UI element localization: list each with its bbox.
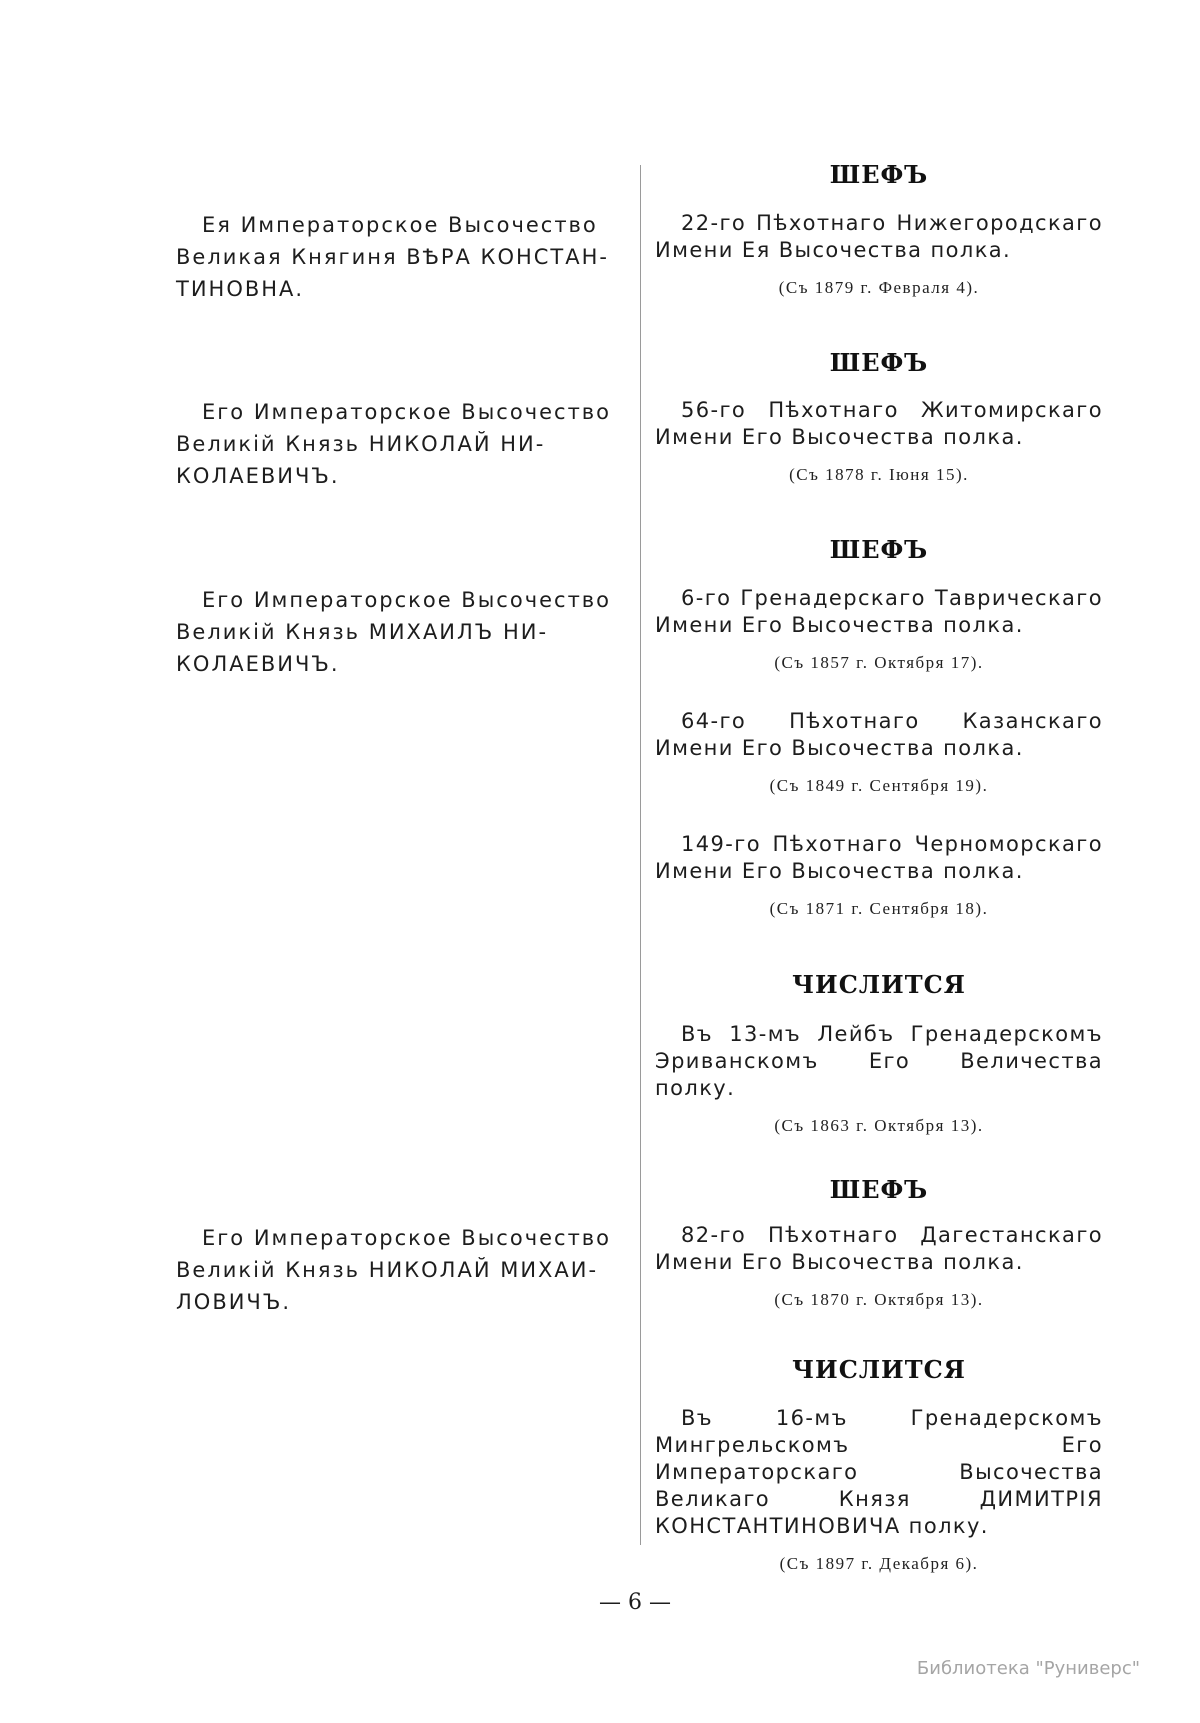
regiment-text: 149-го Пѣхотнаго Черноморскаго Имени Его Высочества полка. [655,832,1103,883]
regiment-date: (Съ 1857 г. Октября 17). [774,653,984,672]
section-heading-chef: ШЕФЪ [829,348,929,377]
person-name-line: КОЛАЕВИЧЪ. [176,652,340,676]
regiment-date: (Съ 1878 г. Iюня 15). [789,465,969,484]
person-name-line: ЛОВИЧЪ. [176,1290,291,1314]
person-block-nikolai-mikhailovich [176,1222,626,1318]
person-block-vera [176,209,626,305]
regiment-text: 22-го Пѣхотнаго Нижегородскаго Имени Ея Высочества полка. [655,211,1103,262]
regiment-entry [655,1405,1103,1577]
regiment-entry [655,708,1103,799]
person-name-line: Великiй Князь НИКОЛАЙ МИХАИ- [176,1258,599,1282]
page-number: — 6 — [599,1590,671,1615]
column-divider [640,165,641,1545]
regiment-text: 82-го Пѣхотнаго Дагестанскаго Имени Его Высочества полка. [655,1223,1103,1274]
person-name-line: ТИНОВНА. [176,277,305,301]
person-name-line: Великiй Князь МИХАИЛЪ НИ- [176,620,549,644]
regiment-text: Въ 16-мъ Гренадерскомъ Мингрельскомъ Его Императорскаго Высочества Великаго Князя ДИМИТРIЯ КОНСТАНТИНОВИЧА полку. [655,1406,1103,1538]
section-heading-chef: ШЕФЪ [829,160,929,189]
regiment-entry [655,831,1103,922]
regiment-entry [655,585,1103,676]
regiment-entry [655,1021,1103,1139]
person-title: Ея Императорское Высочество [202,213,598,237]
regiment-date: (Съ 1863 г. Октября 13). [774,1116,984,1135]
section-heading-chef: ШЕФЪ [829,1175,929,1204]
section-heading-listed: ЧИСЛИТСЯ [792,1355,966,1384]
person-name-line: КОЛАЕВИЧЪ. [176,464,340,488]
regiment-text: Въ 13-мъ Лейбъ Гренадерскомъ Эриванскомъ Его Величества полку. [655,1022,1103,1100]
library-watermark: Библиотека "Руниверс" [916,1658,1140,1679]
regiment-entry [655,397,1103,488]
person-name-line: Великая Княгиня ВѢРА КОНСТАН- [176,245,609,269]
section-heading-listed: ЧИСЛИТСЯ [792,970,966,999]
regiment-date: (Съ 1879 г. Февраля 4). [778,278,980,297]
person-block-nikolai-nikolaevich [176,396,626,492]
regiment-date: (Съ 1871 г. Сентября 18). [769,899,989,918]
person-block-mikhail-nikolaevich [176,584,626,680]
regiment-date: (Съ 1897 г. Декабря 6). [779,1554,979,1573]
section-heading-chef: ШЕФЪ [829,535,929,564]
person-title: Его Императорское Высочество [202,1226,612,1250]
person-title: Его Императорское Высочество [202,588,612,612]
regiment-entry [655,210,1103,301]
person-name-line: Великiй Князь НИКОЛАЙ НИ- [176,432,546,456]
regiment-text: 6-го Гренадерскаго Таврическаго Имени Его Высочества полка. [655,586,1103,637]
regiment-date: (Съ 1849 г. Сентября 19). [769,776,989,795]
person-title: Его Императорское Высочество [202,400,612,424]
regiment-entry [655,1222,1103,1313]
regiment-date: (Съ 1870 г. Октября 13). [774,1290,984,1309]
regiment-text: 64-го Пѣхотнаго Казанскаго Имени Его Высочества полка. [655,709,1103,760]
regiment-text: 56-го Пѣхотнаго Житомирскаго Имени Его Высочества полка. [655,398,1103,449]
